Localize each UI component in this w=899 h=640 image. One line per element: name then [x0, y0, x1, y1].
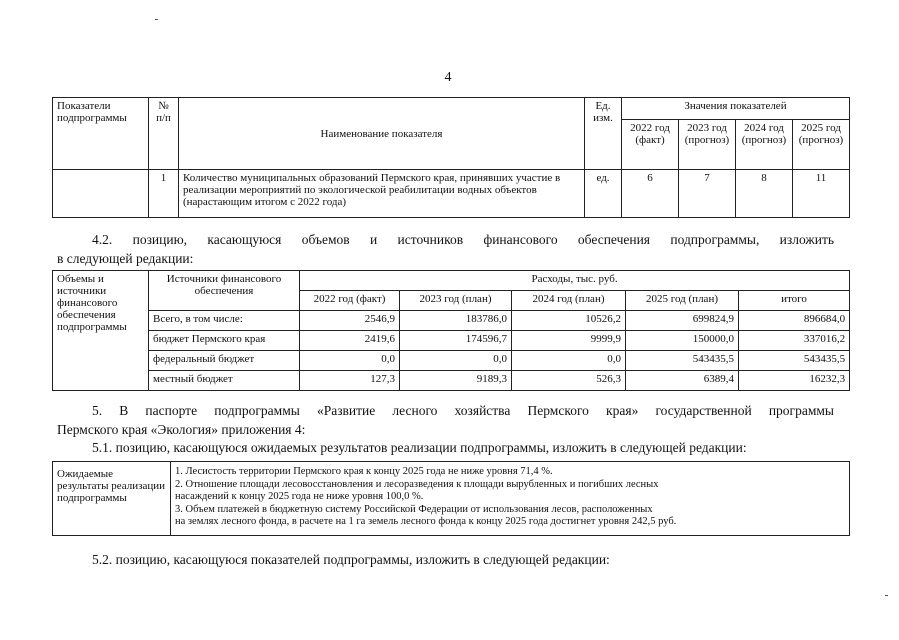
cell-value-2023: 7: [679, 170, 736, 218]
amount-cell: 9189,3: [400, 371, 512, 391]
paragraph-4-2-line2: в следующей редакции:: [57, 251, 194, 266]
paragraph-5-1: 5.1. позицию, касающуюся ожидаемых результатов реализации подпрограммы, изложить в следующей редакции:: [92, 440, 747, 455]
financing-label: Объемы и источники финансового обеспечения подпрограммы: [53, 271, 149, 391]
indicators-table: [52, 97, 850, 218]
header-year-2023: 2023 год (прогноз): [679, 120, 736, 170]
list-item: 1. Лесистость территории Пермского края к концу 2025 года не ниже уровня 71,4 %.: [175, 466, 553, 477]
cell-unit: ед.: [585, 170, 622, 218]
list-item: на землях лесного фонда, в расчете на 1 га земель лесного фонда к концу 2025 года достигнет уровня 242,5 руб.: [175, 516, 677, 527]
cell-indicator-name: Количество муниципальных образований Пермского края, принявших участие в реализации мероприятий по экологической реабилитации водных объектов (нарастающим итогом с 2022 года): [179, 170, 585, 218]
header-indicators: Показатели подпрограммы: [53, 98, 149, 170]
source-name: местный бюджет: [149, 371, 300, 391]
paragraph-5-line2: Пермского края «Экология» приложения 4:: [57, 422, 306, 437]
amount-cell: 0,0: [300, 351, 400, 371]
amount-cell: 6389,4: [626, 371, 739, 391]
cell-value-2022: 6: [622, 170, 679, 218]
header-year-2024: 2024 год (прогноз): [736, 120, 793, 170]
financing-table: [52, 270, 850, 391]
table-row: [53, 170, 850, 218]
scan-speck: [155, 19, 158, 20]
header-unit: Ед. изм.: [585, 98, 622, 170]
list-item: 3. Объем платежей в бюджетную систему Российской Федерации от использования лесов, расположенных: [175, 503, 653, 515]
cell-value-2024: 8: [736, 170, 793, 218]
cell-empty: [53, 170, 149, 218]
paragraph-5-2: 5.2. позицию, касающуюся показателей подпрограммы, изложить в следующей редакции:: [92, 552, 610, 567]
expected-results-label: Ожидаемые результаты реализации подпрограммы: [53, 462, 171, 536]
year-header: 2022 год (факт): [300, 291, 400, 311]
header-num: № п/п: [149, 98, 179, 170]
list-item: насаждений к концу 2025 года не ниже уровня 100,0 %.: [175, 491, 424, 502]
paragraph-5-line1: 5. В паспорте подпрограммы «Развитие лесного хозяйства Пермского края» государственной программы: [92, 403, 834, 418]
amount-cell: 127,3: [300, 371, 400, 391]
amount-cell: 0,0: [400, 351, 512, 371]
table-row: [53, 351, 850, 371]
amount-cell: 183786,0: [400, 311, 512, 331]
amount-cell: 543435,5: [739, 351, 850, 371]
amount-cell: 337016,2: [739, 331, 850, 351]
source-name: федеральный бюджет: [149, 351, 300, 371]
total-header: итого: [739, 291, 850, 311]
header-year-2022: 2022 год (факт): [622, 120, 679, 170]
year-header: 2023 год (план): [400, 291, 512, 311]
table-row: [53, 311, 850, 331]
year-header: 2024 год (план): [512, 291, 626, 311]
source-name: Всего, в том числе:: [149, 311, 300, 331]
amount-cell: 2546,9: [300, 311, 400, 331]
amount-cell: 526,3: [512, 371, 626, 391]
table-row: [53, 371, 850, 391]
amount-cell: 9999,9: [512, 331, 626, 351]
list-item: 2. Отношение площади лесовосстановления и лесоразведения к площади вырубленных и погибших лесных: [175, 478, 659, 490]
amount-cell: 150000,0: [626, 331, 739, 351]
scan-speck: [885, 595, 888, 596]
expenses-header: Расходы, тыс. руб.: [300, 271, 850, 291]
table-row: [53, 331, 850, 351]
amount-cell: 699824,9: [626, 311, 739, 331]
cell-value-2025: 11: [793, 170, 850, 218]
amount-cell: 896684,0: [739, 311, 850, 331]
page-number: 4: [444, 70, 452, 85]
header-year-2025: 2025 год (прогноз): [793, 120, 850, 170]
source-name: бюджет Пермского края: [149, 331, 300, 351]
amount-cell: 10526,2: [512, 311, 626, 331]
amount-cell: 0,0: [512, 351, 626, 371]
expected-results-list: [171, 462, 850, 536]
amount-cell: 174596,7: [400, 331, 512, 351]
amount-cell: 2419,6: [300, 331, 400, 351]
header-values-group: Значения показателей: [622, 98, 850, 120]
paragraph-4-2-line1: 4.2. позицию, касающуюся объемов и источников финансового обеспечения подпрограммы, изложить: [92, 232, 834, 247]
amount-cell: 543435,5: [626, 351, 739, 371]
year-header: 2025 год (план): [626, 291, 739, 311]
cell-num: 1: [149, 170, 179, 218]
expected-results-table: [52, 461, 850, 536]
header-indicator-name: Наименование показателя: [179, 98, 585, 170]
sources-header: Источники финансового обеспечения: [149, 271, 300, 311]
amount-cell: 16232,3: [739, 371, 850, 391]
